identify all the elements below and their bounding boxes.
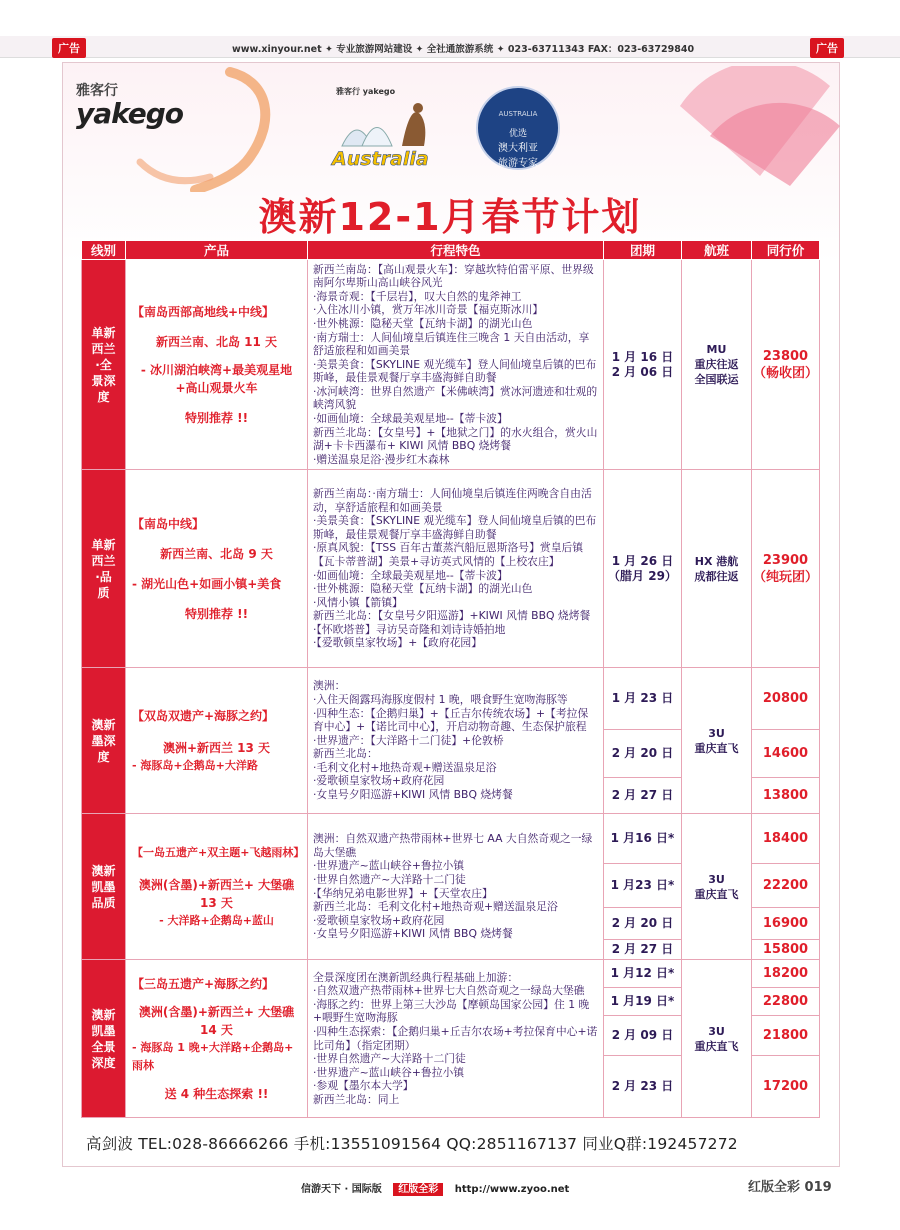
price-cell: 17200 <box>752 1056 820 1118</box>
date-cell: 1 月 23 日 <box>604 668 682 730</box>
header-product: 产品 <box>126 241 308 260</box>
date-cell: 2 月 09 日 <box>604 1016 682 1056</box>
price-cell: 18400 <box>752 814 820 864</box>
flight-cell: 3U 重庆直飞 <box>682 668 752 814</box>
line-label: 澳新凯墨全景深度 <box>82 960 126 1118</box>
features-cell: 澳洲： ·入住天阁露玛海豚度假村 1 晚，喂食野生宽吻海豚等 ·四种生态：【企鹅归巢】+【丘吉尔传统农场】+【考拉保育中心】+【诺比司中心】，开启动物奇趣、生态保护旅程 ·世界遗产：【大洋路十二门徒】+伦敦桥 新西兰北岛： ·毛利文化村+地热奇观+赠送温泉足浴 ·爱歌顿皇家牧场+政府花园 ·女皇号夕阳巡游+KIWI 风情 BBQ 烧烤餐 <box>308 668 604 814</box>
table-row <box>82 814 820 864</box>
date-cell: 1 月12 日* <box>604 960 682 988</box>
price-cell: 23800 （畅收团） <box>752 260 820 470</box>
tour-table <box>81 240 820 1118</box>
header-features: 行程特色 <box>308 241 604 260</box>
features-cell: 澳洲：自然双遗产热带雨林+世界七 AA 大自然奇观之一绿岛大堡礁 ·世界遗产~蓝山峡谷+鲁拉小镇 ·世界自然遗产~大洋路十二门徒 ·【华纳兄弟电影世界】+【天堂农庄】 新西兰北岛：毛利文化村+地热奇观+赠送温泉足浴 ·爱歌顿皇家牧场+政府花园 ·女皇号夕阳巡游+KIWI 风情 BBQ 烧烤餐 <box>308 814 604 960</box>
product-cell: 【南岛中线】 新西兰南、北岛 9 天 - 湖光山色+如画小镇+美食 特别推荐 !! <box>126 470 308 668</box>
date-cell: 1 月19 日* <box>604 988 682 1016</box>
flight-cell: 3U 重庆直飞 <box>682 814 752 960</box>
table-header <box>82 241 820 260</box>
date-cell: 2 月 27 日 <box>604 778 682 814</box>
date-cell: 2 月 20 日 <box>604 730 682 778</box>
date-cell: 1 月 16 日 2 月 06 日 <box>604 260 682 470</box>
line-label: 单新西兰·全景深度 <box>82 260 126 470</box>
yakego-logo: 雅客行 yakego <box>76 83 184 130</box>
page-title: 澳新12-1月春节计划 <box>258 195 642 239</box>
flight-cell: HX 港航 成都往返 <box>682 470 752 668</box>
flight-cell: MU 重庆往返 全国联运 <box>682 260 752 470</box>
flight-cell: 3U 重庆直飞 <box>682 960 752 1118</box>
date-cell: 2 月 20 日 <box>604 908 682 940</box>
price-cell: 18200 <box>752 960 820 988</box>
footer-url: http://www.zyoo.net <box>454 1184 570 1195</box>
australia-wordmark: Australia <box>332 148 429 170</box>
table-row <box>82 960 820 988</box>
date-cell: 1 月23 日* <box>604 864 682 908</box>
date-cell: 1 月 26 日 （腊月 29） <box>604 470 682 668</box>
date-cell: 2 月 27 日 <box>604 940 682 960</box>
price-cell: 13800 <box>752 778 820 814</box>
small-logo: 雅客行 yakego <box>336 87 396 96</box>
header-line: 线别 <box>82 241 126 260</box>
price-cell: 20800 <box>752 668 820 730</box>
date-cell: 1 月16 日* <box>604 814 682 864</box>
price-cell: 22200 <box>752 864 820 908</box>
header-dates: 团期 <box>604 241 682 260</box>
features-cell: 全景深度团在澳新凯经典行程基础上加游： ·自然双遗产热带雨林+世界七大自然奇观之一绿岛大堡礁 ·海豚之约：世界上第三大沙岛【摩顿岛国家公园】住 1 晚+喂野生宽吻海豚 ·四种生态探索：【企鹅归巢+丘吉尔农场+考拉保育中心+诺比司角】（指定团期） ·世界自然遗产~大洋路十二门徒 ·世界遗产~蓝山峡谷+鲁拉小镇 ·参观【墨尔本大学】 新西兰北岛：同上 <box>308 960 604 1118</box>
header-flight: 航班 <box>682 241 752 260</box>
product-cell: 【三岛五遗产+海豚之约】 澳洲(含墨)+新西兰+ 大堡礁 14 天 - 海豚岛 1 晚+大洋路+企鹅岛+ 雨林 送 4 种生态探索 !! <box>126 960 308 1118</box>
price-cell: 16900 <box>752 908 820 940</box>
line-label: 单新西兰·品质 <box>82 470 126 668</box>
table-row <box>82 470 820 668</box>
features-cell: 新西兰南岛：·南方瑞士：人间仙境皇后镇连住两晚含自由活动，享舒适旅程和如画美景 ·美景美食：【SKYLINE 观光缆车】登人间仙境皇后镇的巴布斯峰，最佳景观餐厅享丰盛海鲜自助餐 ·原真风貌：【TSS 百年古董蒸汽船厄恩斯洛号】赏皇后镇【瓦卡蒂普湖】美景+寻访英式风情的【上校农庄】 ·如画仙境：全球最美观星地--【蒂卡波】 ·世外桃源：隐秘天堂【瓦纳卡湖】的湖光山色 ·风情小镇【箭镇】 新西兰北岛：【女皇号夕阳巡游】+KIWI 风情 BBQ 烧烤餐 ·【怀欧塔普】寻访吴奇隆和刘诗诗婚拍地 ·【爱歌顿皇家牧场】+【政府花园】 <box>308 470 604 668</box>
price-cell: 21800 <box>752 1016 820 1056</box>
table-row <box>82 260 820 470</box>
table-row <box>82 668 820 730</box>
product-cell: 【一岛五遗产+双主题+飞越雨林】 澳洲(含墨)+新西兰+ 大堡礁 13 天 - 大洋路+企鹅岛+蓝山 <box>126 814 308 960</box>
contact-line: 高剑波 TEL:028-86666266 手机:13551091564 QQ:2851167137 同业Q群:192457272 <box>86 1135 738 1153</box>
product-cell: 【南岛西部高地线+中线】 新西兰南、北岛 11 天 - 冰川湖泊峡湾+最美观星地 +高山观景火车 特别推荐 !! <box>126 260 308 470</box>
header-price: 同行价 <box>752 241 820 260</box>
ad-tag-right: 广告 <box>810 38 844 58</box>
page-footer <box>0 1172 900 1230</box>
date-cell: 2 月 23 日 <box>604 1056 682 1118</box>
top-ad-bar <box>0 36 900 58</box>
australia-expert-badge: AUSTRALIA 优选 澳大利亚 旅游专家 <box>476 86 560 170</box>
price-cell: 14600 <box>752 730 820 778</box>
line-label: 澳新凯墨品质 <box>82 814 126 960</box>
ad-tag-left: 广告 <box>52 38 86 58</box>
footer-line <box>301 1180 569 1195</box>
price-cell: 22800 <box>752 988 820 1016</box>
top-contact-line: www.xinyour.net ✦ 专业旅游网站建设 ✦ 全社通旅游系统 ✦ 023-63711343 FAX：023-63729840 <box>232 44 695 55</box>
page-number: 红版全彩 019 <box>748 1180 832 1195</box>
product-cell: 【双岛双遗产+海豚之约】 澳洲+新西兰 13 天 - 海豚岛+企鹅岛+大洋路 <box>126 668 308 814</box>
features-cell: 新西兰南岛：【高山观景火车】：穿越坎特伯雷平原、世界级南阿尔卑斯山高山峡谷风光 ·海景奇观：【千层岩】，叹大自然的鬼斧神工 ·入住冰川小镇，赏万年冰川奇景【福克斯冰川】 ·世外桃源：隐秘天堂【瓦纳卡湖】的湖光山色 ·南方瑞士：人间仙境皇后镇连住三晚含 1 天自由活动，享舒适旅程和如画美景 ·美景美食：【SKYLINE 观光缆车】登人间仙境皇后镇的巴布斯峰，最佳景观餐厅享丰盛海鲜自助餐 ·冰河峡湾：世界自然遗产【米佛峡湾】赏冰河遗迹和壮观的峡湾风貌 ·如画仙境：全球最美观星地--【蒂卡波】 新西兰北岛：【女皇号】+【地狱之门】的水火组合，赏火山湖+卡卡西瀑布+ KIWI 风情 BBQ 烧烤餐 ·赠送温泉足浴·漫步红木森林 <box>308 260 604 470</box>
footer-left-text: 信游天下 · 国际版 <box>301 1184 382 1195</box>
footer-tag: 红版全彩 <box>393 1183 443 1196</box>
line-label: 澳新墨深度 <box>82 668 126 814</box>
folding-fan-decoration <box>640 66 840 186</box>
price-cell: 23900 （纯玩团） <box>752 470 820 668</box>
price-cell: 15800 <box>752 940 820 960</box>
